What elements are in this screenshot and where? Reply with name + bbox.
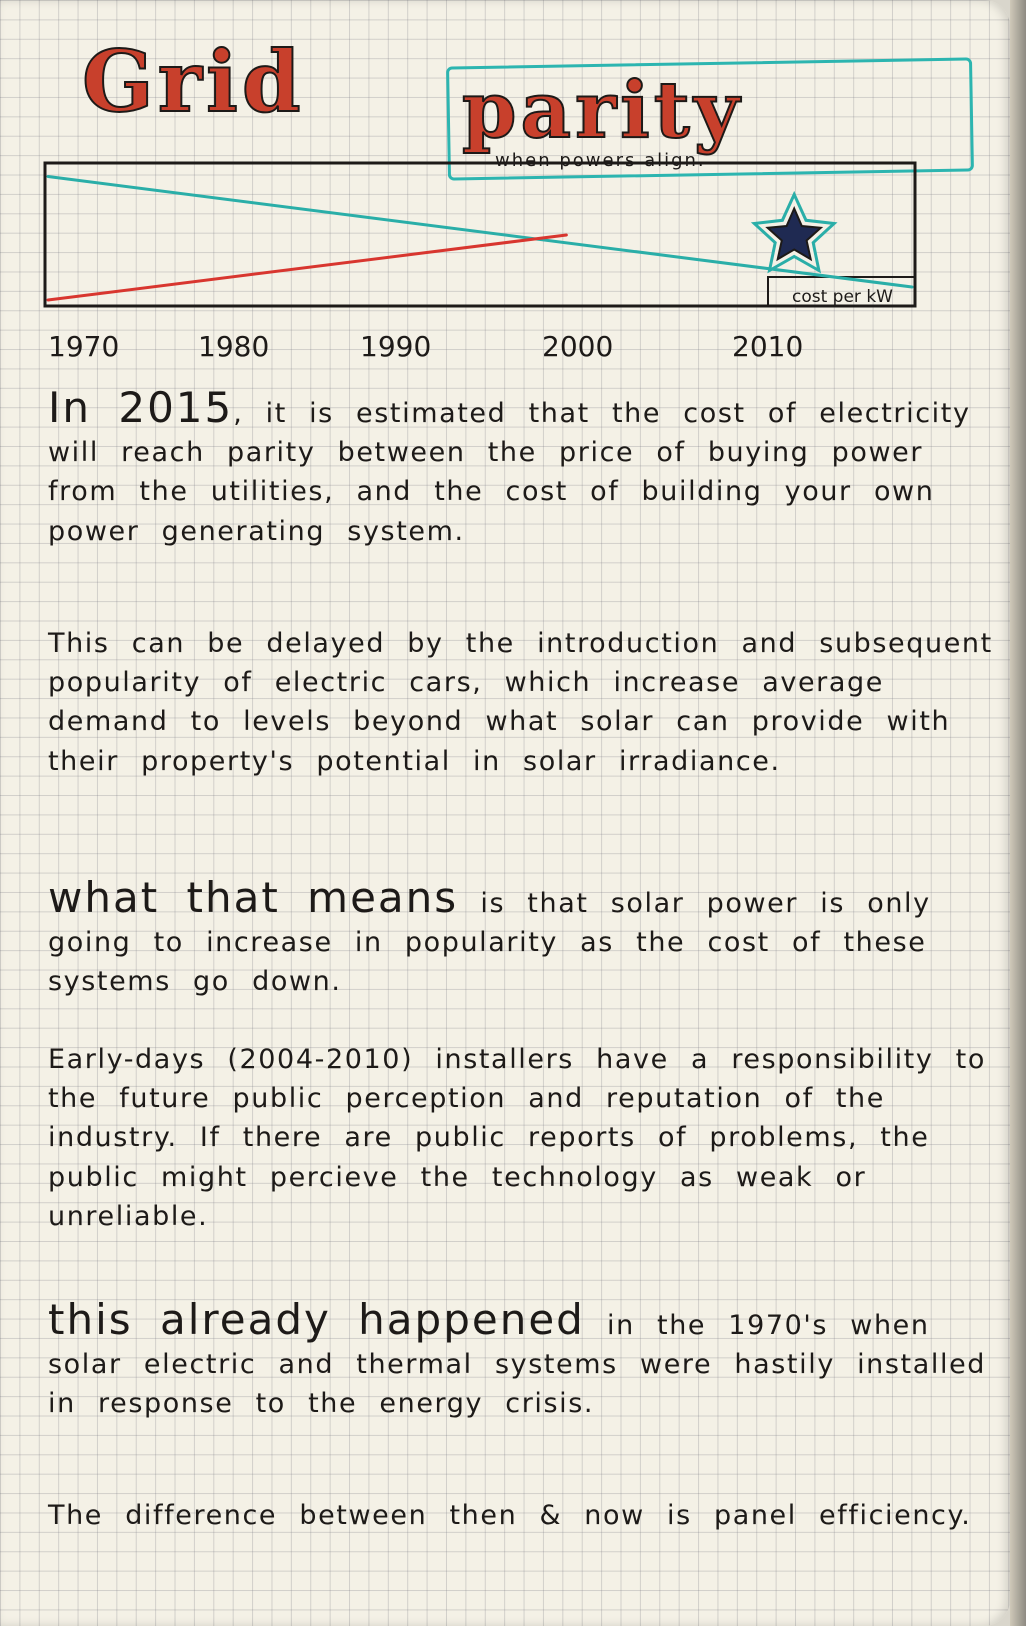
series-line-2 (48, 235, 566, 300)
x-tick-1970: 1970 (48, 330, 120, 363)
paragraph-4: Early-days (2004-2010) installers have a responsibility to the future public perception and reputation of the industry. If there are public reports of problems, the public might percieve the technology as weak or unreliable. (48, 1044, 986, 1232)
paragraph-6: The difference between then & now is panel efficiency. (48, 1500, 972, 1531)
paragraph-1 (48, 383, 998, 551)
x-tick-1980: 1980 (198, 330, 270, 363)
paragraph-3-lead: what that means (48, 873, 459, 922)
cost-per-kw-label: cost per kW (792, 287, 893, 307)
x-tick-2000: 2000 (542, 330, 614, 363)
paragraph-5-text: in the 1970's when solar electric and thermal systems were hastily installed in response to the energy crisis. (48, 1310, 987, 1420)
title-grid: Grid (82, 32, 305, 131)
page-edge (1010, 0, 1026, 1626)
paragraph-3 (48, 873, 998, 1002)
paragraph-5 (48, 1295, 998, 1424)
parity-chart (0, 0, 1010, 330)
x-tick-1990: 1990 (360, 330, 432, 363)
paragraph-2: This can be delayed by the introduction and subsequent popularity of electric cars, which increase average demand to levels beyond what solar can provide with their property's potential in solar irradiance. (48, 628, 993, 777)
tagline: when powers align. (495, 150, 706, 171)
x-tick-2010: 2010 (732, 330, 804, 363)
paragraph-1-text: , it is estimated that the cost of electricity will reach parity between the price of buying power from the utilities, and the cost of building your own power generating system. (48, 398, 971, 547)
paragraph-1-lead: In 2015 (48, 383, 234, 432)
paragraph-5-lead: this already happened (48, 1295, 585, 1344)
paragraph-3-text: is that solar power is only going to increase in popularity as the cost of these systems go down. (48, 888, 931, 998)
title-parity: parity (462, 65, 744, 156)
